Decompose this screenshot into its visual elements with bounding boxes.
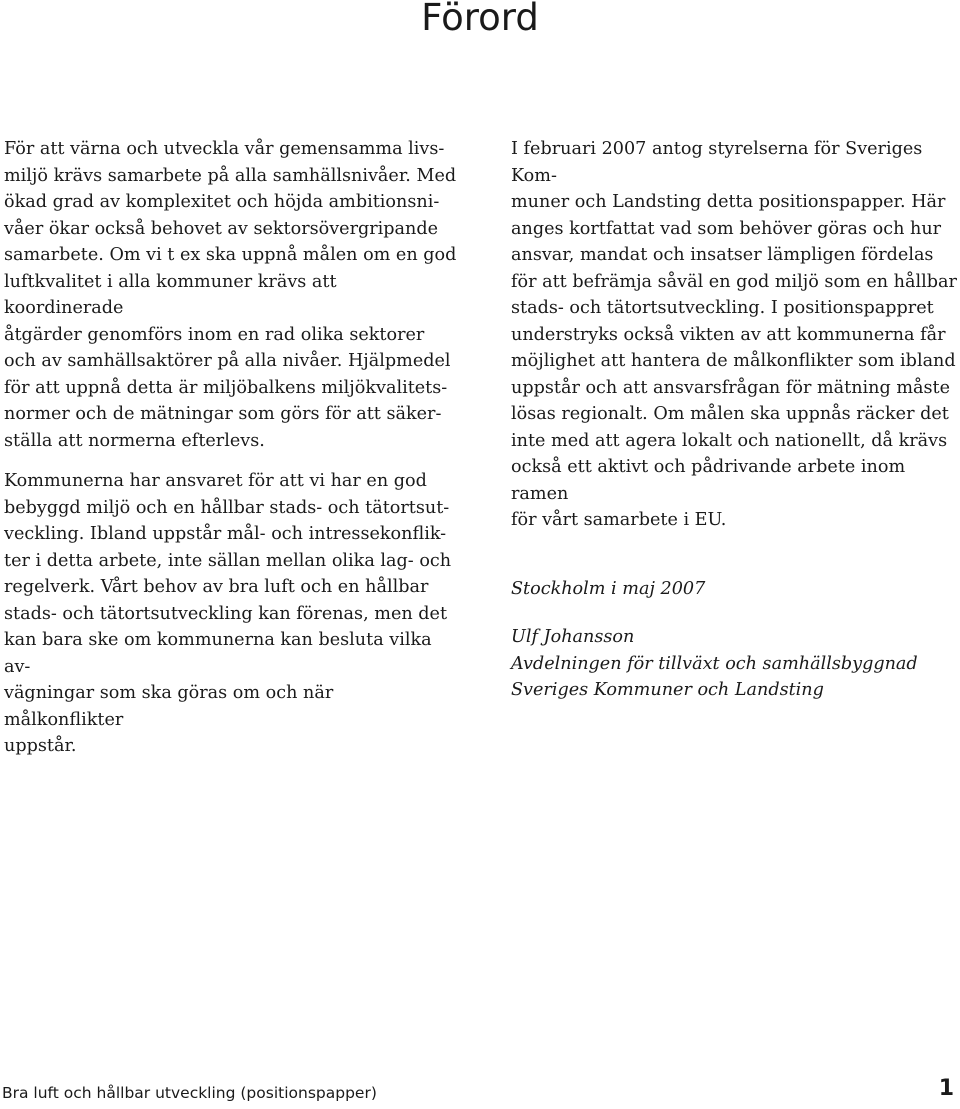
body-paragraph: I februari 2007 antog styrelserna för Sveriges Kom- muner och Landsting detta positionspapper. Här anges kortfattat vad som behöver göras och hur ansvar, mandat och insatser lämpligen fördelas för att befrämja såväl en god miljö som en hållbar stads- och tätortsutveckling. I positionspappret understryks också vikten av att kommunerna får möjlighet att hantera de målkonflikter som ibland uppstår och att ansvarsfrågan för mätning måste lösas regionalt. Om målen ska uppnås räcker det inte med att agera lokalt och nationellt, då krävs också ett aktivt och pådrivande arbete inom ramen för vårt samarbete i EU. [511,139,957,530]
footer-document-title: Bra luft och hållbar utveckling (positionspapper) [2,1084,377,1102]
right-column [511,136,960,704]
page-title: Förord [421,0,539,39]
place-date: Stockholm i maj 2007 [511,578,706,599]
signatory-name: Ulf Johansson [511,627,635,647]
page-number: 1 [938,1076,954,1101]
body-paragraph: Kommunerna har ansvaret för att vi har en god bebyggd miljö och en hållbar stads- och tätortsut- veckling. Ibland uppstår mål- och intressekonflik- ter i detta arbete, inte sällan mellan olika lag- och regelverk. Vårt behov av bra luft och en hållbar stads- och tätortsutveckling kan förenas, men det kan bara ske om kommunerna kan besluta vilka av- vägningar som ska göras om och när målkonflikter uppstår. [4,471,452,756]
signatory-department: Avdelningen för tillväxt och samhällsbyggnad [511,653,918,674]
signatory-organization: Sveriges Kommuner och Landsting [511,680,824,700]
body-paragraph: För att värna och utveckla vår gemensamma livs- miljö krävs samarbete på alla samhällsnivåer. Med ökad grad av komplexitet och höjda ambitionsni- våer ökar också behovet av sektorsövergripande samarbete. Om vi t ex ska uppnå målen om en god luftkvalitet i alla kommuner krävs att koordinerade åtgärder genomförs inom en rad olika sektorer och av samhällsaktörer på alla nivåer. Hjälpmedel för att uppnå detta är miljöbalkens miljökvalitets- normer och de mätningar som görs för att säker- ställa att normerna efterlevs. [4,139,457,451]
left-column [4,136,458,774]
